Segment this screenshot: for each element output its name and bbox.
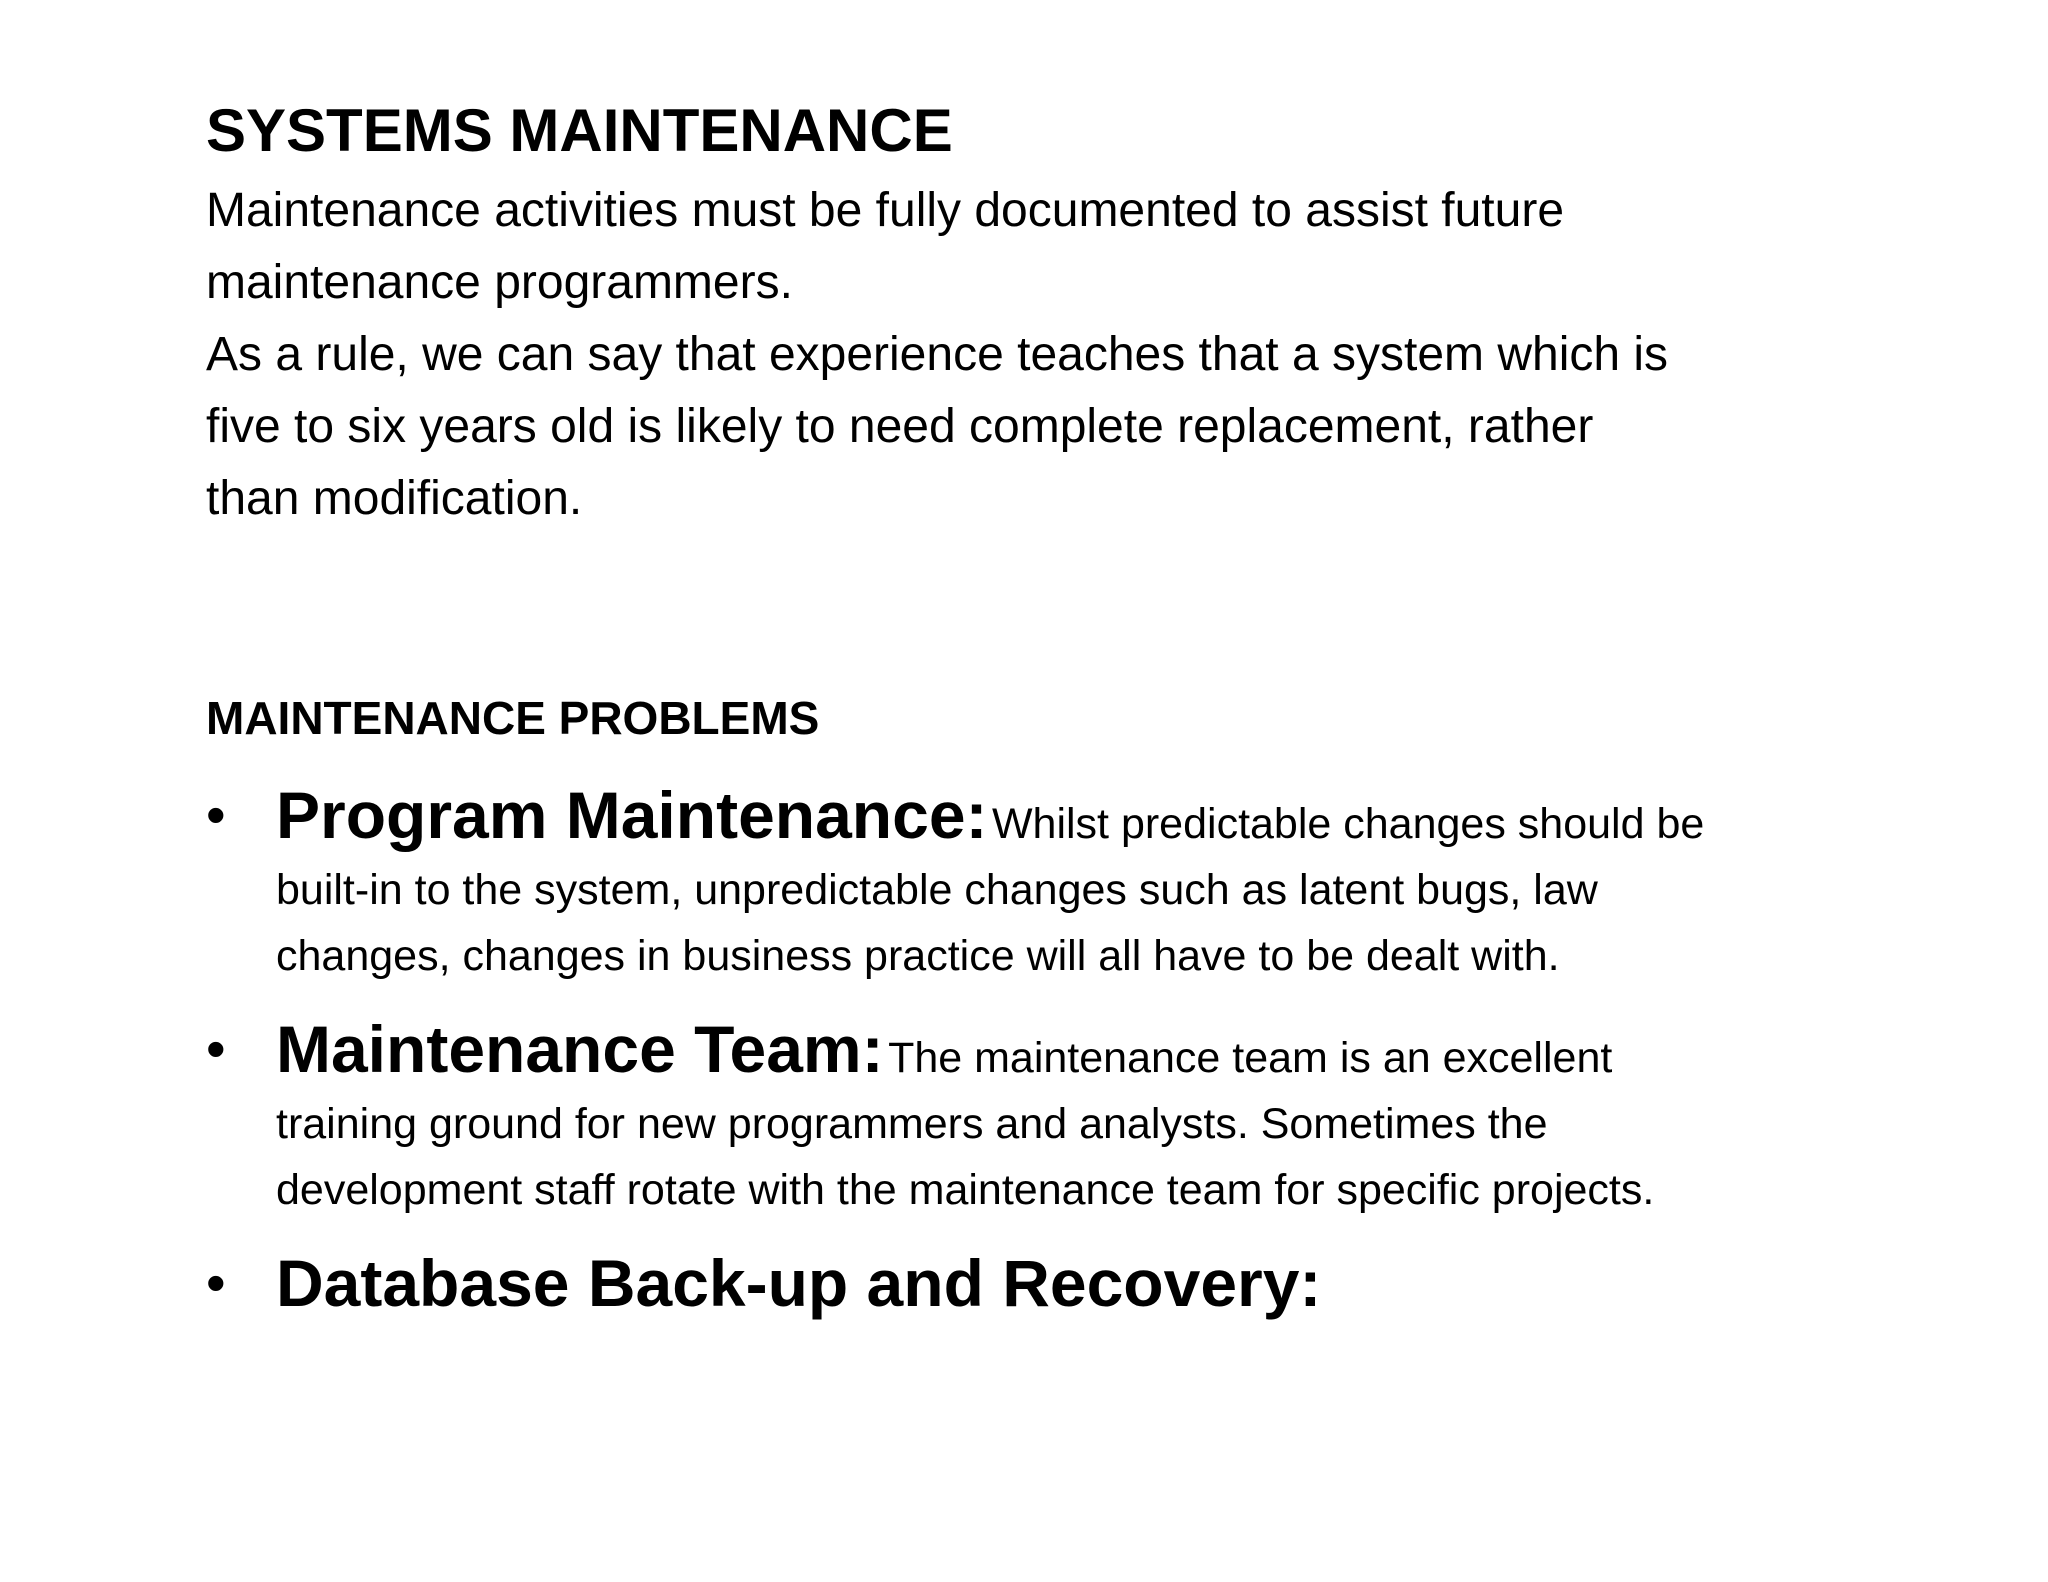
paragraph-line: As a rule, we can say that experience teaches that a system which is [206, 328, 1669, 381]
bullet-marker: • [206, 1251, 226, 1314]
bullet-heading: Database Back-up and Recovery: [276, 1246, 1322, 1320]
problems-bullet-list [206, 775, 2006, 1343]
section-subtitle: MAINTENANCE PROBLEMS [206, 692, 820, 744]
bullet-text-line: development staff rotate with the maintenance team for specific projects. [276, 1166, 1655, 1214]
bullet-marker: • [206, 783, 226, 846]
bullet-text-line: changes, changes in business practice will all have to be dealt with. [276, 932, 1560, 980]
bullet-heading: Maintenance Team: [276, 1012, 884, 1086]
bullet-first-line [276, 1243, 2006, 1323]
bullet-text: The maintenance team is an excellent [888, 1034, 1613, 1082]
bullet-item-program-maintenance [206, 775, 2006, 989]
bullet-text: Whilst predictable changes should be [991, 800, 1705, 848]
bullet-text-line: built-in to the system, unpredictable changes such as latent bugs, law [276, 866, 1598, 914]
bullet-marker: • [206, 1017, 226, 1080]
slide-title: SYSTEMS MAINTENANCE [206, 97, 953, 164]
paragraph-line: than modification. [206, 472, 583, 525]
paragraph-line: Maintenance activities must be fully documented to assist future [206, 184, 1565, 237]
bullet-first-line [276, 775, 2006, 857]
bullet-text-line: training ground for new programmers and analysts. Sometimes the [276, 1100, 1548, 1148]
paragraph-line: five to six years old is likely to need complete replacement, rather [206, 400, 1594, 453]
intro-paragraph-1 [206, 175, 1564, 319]
bullet-heading: Program Maintenance: [276, 778, 988, 852]
bullet-item-maintenance-team [206, 1009, 2006, 1223]
bullet-item-database-backup [206, 1243, 2006, 1323]
paragraph-line: maintenance programmers. [206, 256, 793, 309]
bullet-first-line [276, 1009, 2006, 1091]
intro-paragraph-2 [206, 319, 1668, 535]
